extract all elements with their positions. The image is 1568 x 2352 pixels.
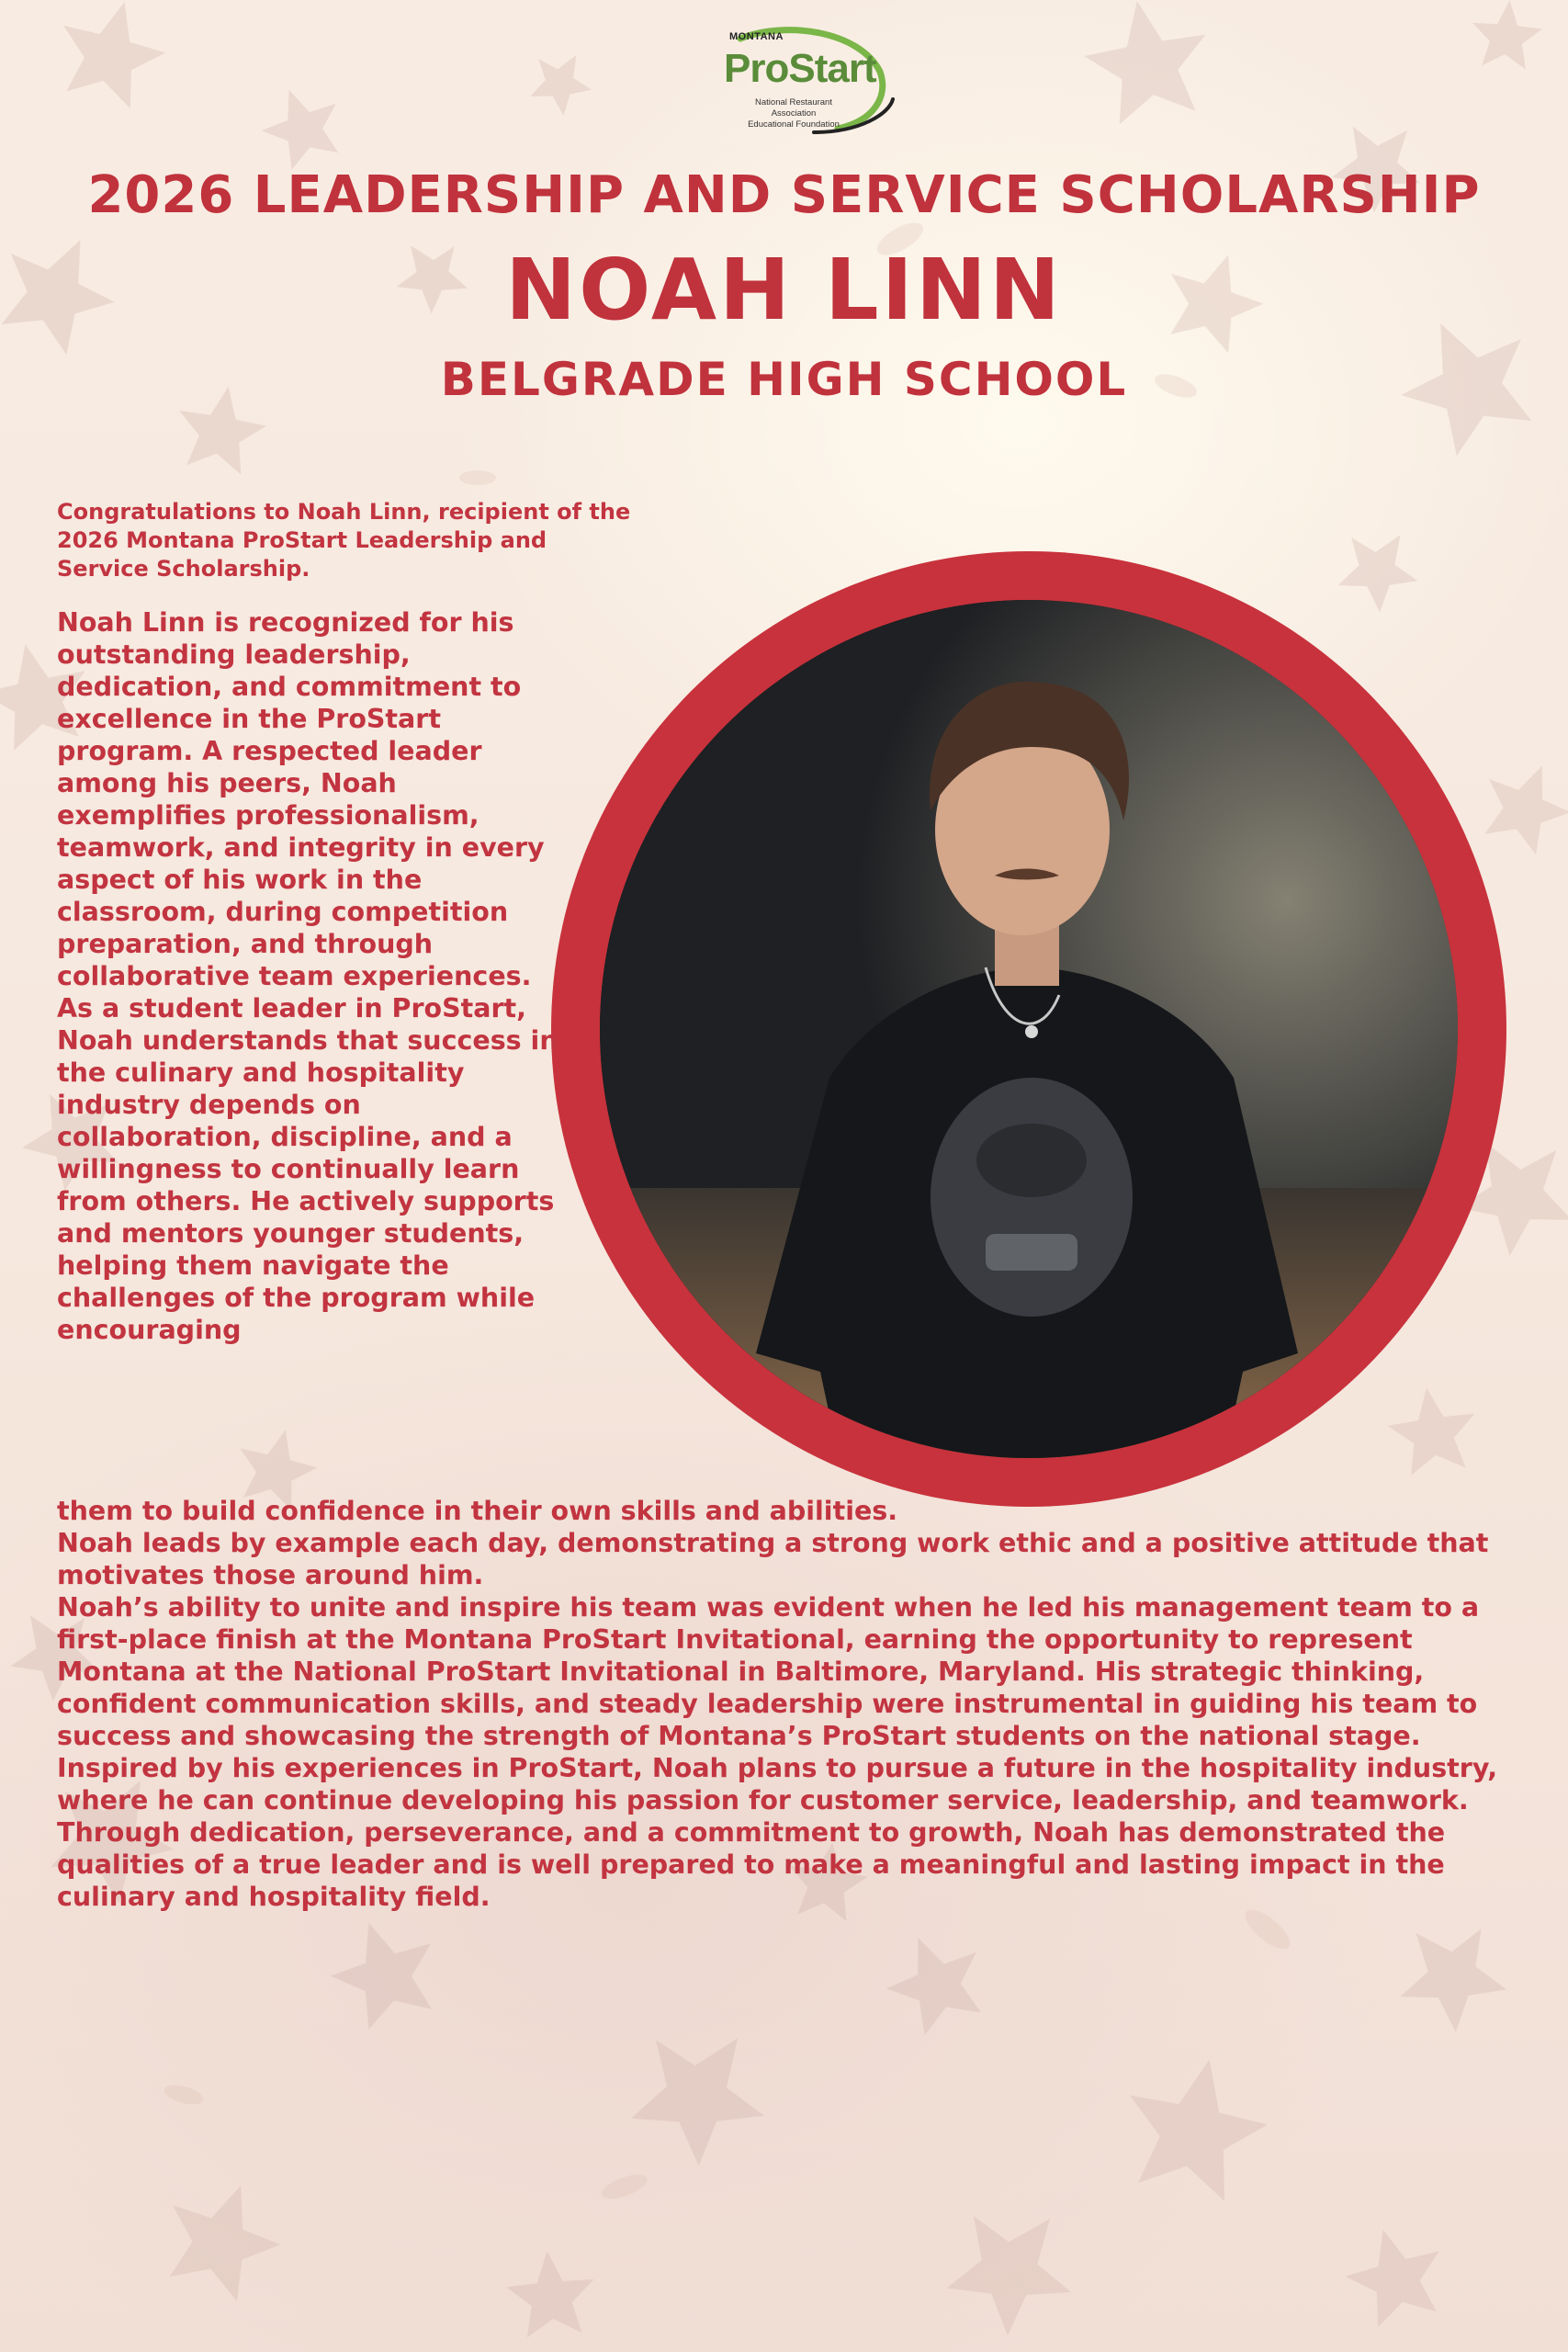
bio-wide-column: [57, 1495, 1527, 1913]
recipient-name: NOAH LINN: [505, 241, 1063, 339]
scholarship-title: 2026 LEADERSHIP AND SERVICE SCHOLARSHIP: [87, 165, 1481, 225]
recipient-photo: [600, 600, 1458, 1458]
logo-sub-line-1: National Restaurant Association: [755, 97, 832, 119]
bio-narrow-column: [57, 606, 571, 1346]
prostart-logo: [676, 26, 897, 138]
bio-paragraph: As a student leader in ProStart, Noah understands that success in the culinary and hospitality industry depends on collaboration, discipline, and a willingness to continually learn from others. He actively supports and mentors younger students, helping them navigate the challenges of the program while encouraging: [57, 993, 558, 1345]
bio-paragraph: Through dedication, perseverance, and a commitment to growth, Noah has demonstrated the qualities of a true leader and is well prepared to make a meaningful and lasting impact in the culinary and hospitality field.: [57, 1817, 1446, 1912]
logo-sub-line-2: Educational Foundation: [748, 119, 840, 130]
bio-paragraph: Inspired by his experiences in ProStart, Noah plans to pursue a future in the hospitality industry, where he can continue developing his passion for customer service, leadership, and teamwork.: [57, 1753, 1498, 1815]
logo-state-text: MONTANA: [729, 31, 784, 42]
logo-subtitle: [739, 97, 849, 130]
bio-paragraph: them to build confidence in their own skills and abilities.: [57, 1496, 898, 1526]
bio-paragraph: Noah Linn is recognized for his outstanding leadership, dedication, and commitment to excellence in the ProStart program. A respected leader among his peers, Noah exemplifies professionalism, teamwork, and integrity in every aspect of his work in the classroom, during competition preparation, and through collaborative team experiences.: [57, 607, 545, 991]
bio-paragraph: Noah leads by example each day, demonstrating a strong work ethic and a positive attitude that motivates those around him.: [57, 1528, 1489, 1590]
logo-name-text: ProStart: [724, 46, 876, 91]
intro-text: Congratulations to Noah Linn, recipient of the 2026 Montana ProStart Leadership and Service Scholarship.: [57, 499, 631, 582]
bio-paragraph: Noah’s ability to unite and inspire his team was evident when he led his management team to a first-place finish at the Montana ProStart Invitational, earning the opportunity to represent Montana at the National ProStart Invitational in Baltimore, Maryland. His strategic thinking, confident communication skills, and steady leadership were instrumental in guiding his team to success and showcasing the strength of Montana’s ProStart students on the national stage.: [57, 1592, 1480, 1751]
school-name: BELGRADE HIGH SCHOOL: [440, 353, 1128, 406]
